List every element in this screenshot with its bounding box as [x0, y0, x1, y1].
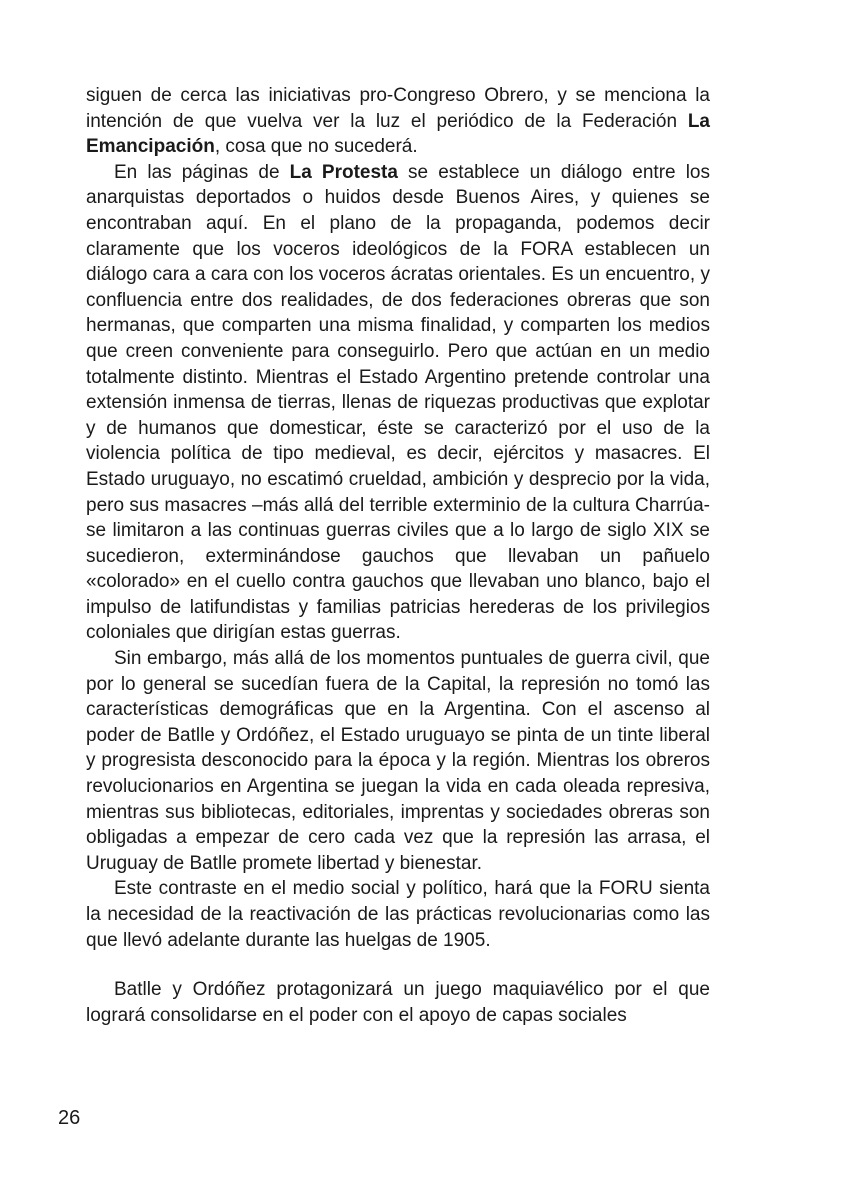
paragraph-text: se establece un diálogo entre los anarquistas deportados o huidos desde Buenos Aires, y quienes se encontraban aquí. En el plano de la propaganda, podemos decir claramente que los voceros ideológicos de la FORA establecen un diálogo cara a cara con los voceros ácratas orientales. Es un encuentro, y confluencia entre dos realidades, de dos federaciones obreras que son hermanas, que comparten una misma finalidad, y comparten los medios que creen conveniente para conseguirlo. Pero que actúan en un medio totalmente distinto. Mientras el Estado Argentino pretende controlar una extensión inmensa de tierras, llenas de riquezas productivas que explotar y de humanos que domesticar, éste se caracterizó por el uso de la violencia política de tipo medieval, es decir, ejércitos y masacres. El Estado uruguayo, no escatimó crueldad, ambición y desprecio por la vida, pero sus masacres –más allá del terrible exterminio de la cultura Charrúa- se limitaron a las continuas guerras civiles que a lo largo de siglo XIX se sucedieron, exterminándose gauchos que llevaban un pañuelo «colorado» en el cuello contra gauchos que llevaban uno blanco, bajo el impulso de latifundistas y familias patricias herederas de los privilegios coloniales que dirigían estas guerras. — [86, 161, 710, 644]
paragraph-4 — [86, 876, 710, 953]
paragraph-text: , cosa que no sucederá. — [214, 136, 418, 158]
paragraph-1 — [86, 83, 710, 160]
paragraph-3 — [86, 646, 710, 876]
paragraph-2 — [86, 160, 710, 646]
paragraph-text: En las páginas de — [114, 161, 290, 183]
paragraph-text: siguen de cerca las iniciativas pro-Congreso Obrero, y se menciona la intención de que vuelva ver la luz el periódico de la Federación — [86, 85, 710, 132]
periodical-title: La Protesta — [289, 161, 398, 183]
periodical-title: La Emancipación — [86, 110, 710, 158]
paragraph-text: Batlle y Ordóñez protagonizará un juego maquiavélico por el que logrará consolidarse en el poder con el apoyo de capas sociales — [86, 979, 710, 1026]
page-number: 26 — [58, 1107, 81, 1129]
paragraph-5 — [86, 977, 710, 1028]
paragraph-text: Sin embargo, más allá de los momentos puntuales de guerra civil, que por lo general se sucedían fuera de la Capital, la represión no tomó las características demográficas que en la Argentina. Con el ascenso al poder de Batlle y Ordóñez, el Estado uruguayo se pinta de un tinte liberal y progresista desconocido para la época y la región. Mientras los obreros revolucionarios en Argentina se juegan la vida en cada oleada represiva, mientras sus bibliotecas, editoriales, imprentas y sociedades obreras son obligadas a empezar de cero cada vez que la represión las arrasa, el Uruguay de Batlle promete libertad y bienestar. — [86, 648, 710, 874]
paragraph-text: Este contraste en el medio social y político, hará que la FORU sienta la necesidad de la reactivación de las prácticas revolucionarias como las que llevó adelante durante las huelgas de 1905. — [86, 878, 710, 951]
page-body — [86, 83, 710, 1028]
